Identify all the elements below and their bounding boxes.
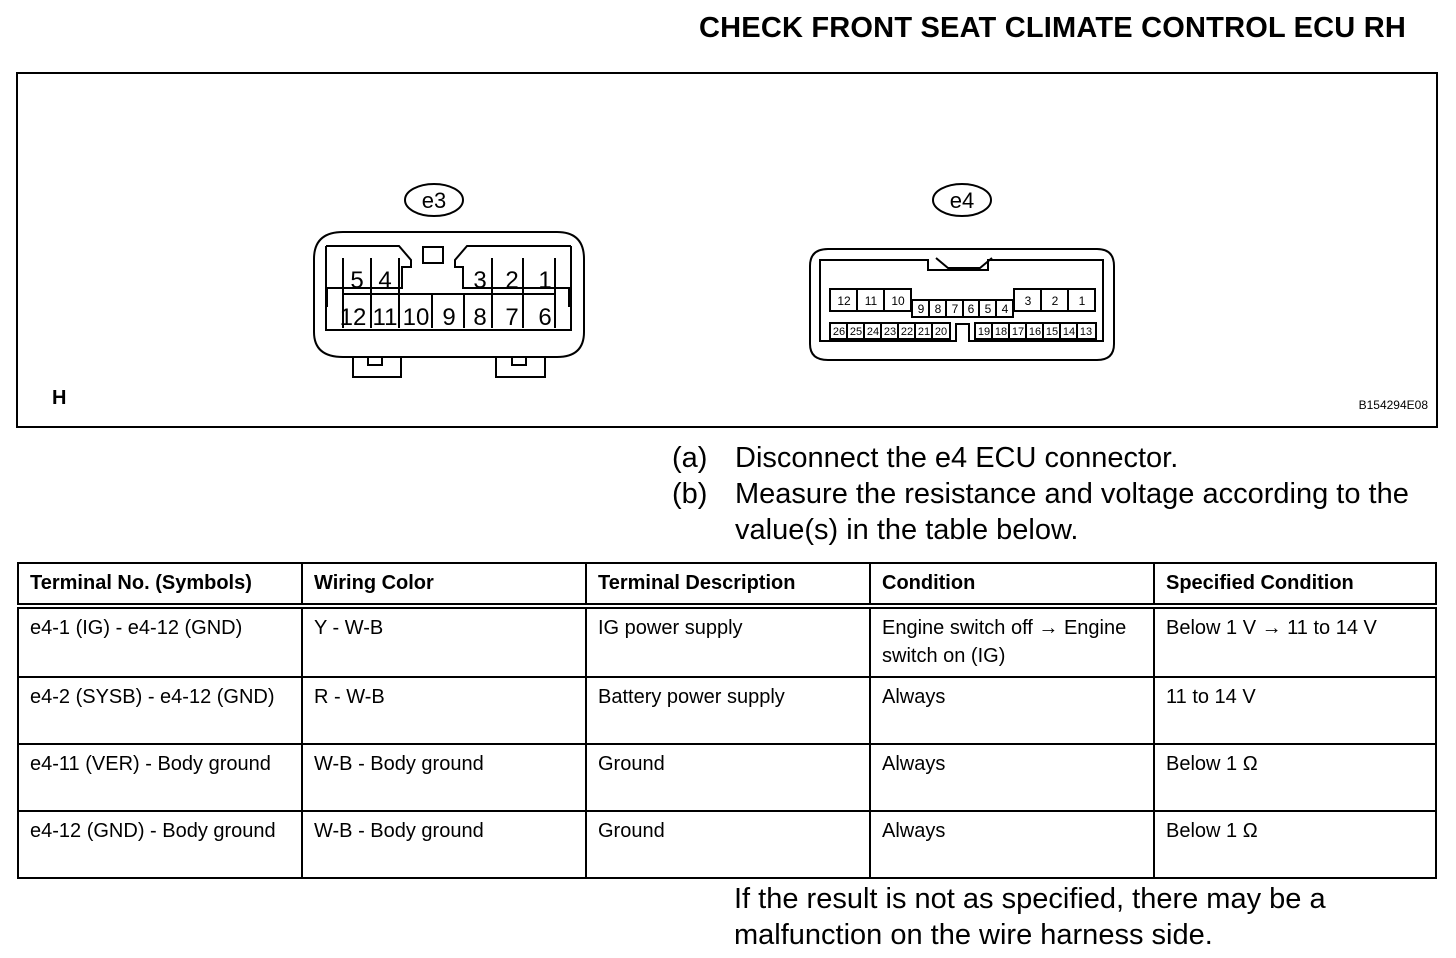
- e4-pin: 9: [917, 302, 925, 316]
- e4-pin: 17: [1011, 326, 1025, 338]
- e4-pin: 6: [967, 302, 975, 316]
- procedure-steps: [672, 440, 1425, 548]
- step-marker: (a): [672, 442, 708, 474]
- table-header-row: [18, 563, 1436, 606]
- cell-specified: Below 1 V → 11 to 14 V: [1154, 606, 1436, 677]
- cell-terminal: e4-12 (GND) - Body ground: [18, 811, 302, 878]
- e4-pin: 16: [1028, 326, 1042, 338]
- cell-specified: Below 1 Ω: [1154, 744, 1436, 811]
- cell-condition: Engine switch off → Engine switch on (IG): [870, 606, 1154, 677]
- table-row: [18, 677, 1436, 744]
- e4-pin: 3: [1024, 294, 1032, 308]
- cell-condition: Always: [870, 811, 1154, 878]
- cell-terminal: e4-2 (SYSB) - e4-12 (GND): [18, 677, 302, 744]
- step-marker: (b): [672, 478, 708, 510]
- e3-pin: 5: [350, 267, 364, 294]
- e4-pin: 7: [951, 302, 959, 316]
- e4-pin: 14: [1062, 326, 1076, 338]
- e4-pin: 15: [1045, 326, 1059, 338]
- cell-wiring-color: R - W-B: [302, 677, 586, 744]
- e4-pin: 10: [891, 294, 905, 308]
- table-row: [18, 606, 1436, 677]
- e3-foot-right: [496, 357, 545, 377]
- e4-pin: 25: [849, 326, 863, 338]
- e4-pin: 21: [917, 326, 931, 338]
- cell-specified: Below 1 Ω: [1154, 811, 1436, 878]
- header-specified-condition: Specified Condition: [1154, 563, 1436, 606]
- e4-pin: 26: [832, 326, 846, 338]
- cell-description: Battery power supply: [586, 677, 870, 744]
- figure-corner-label: H: [52, 387, 67, 409]
- table-row: [18, 811, 1436, 878]
- e3-pin: 3: [473, 267, 487, 294]
- header-condition: Condition: [870, 563, 1154, 606]
- figure-code: B154294E08: [1358, 398, 1428, 412]
- step-b: [672, 476, 1425, 548]
- e4-pin: 24: [866, 326, 880, 338]
- step-text: Measure the resistance and voltage according to the value(s) in the table below.: [735, 478, 1409, 546]
- specification-table: [17, 562, 1437, 879]
- cell-terminal: e4-11 (VER) - Body ground: [18, 744, 302, 811]
- e3-pin: 6: [538, 304, 552, 331]
- e3-pin: 11: [372, 304, 398, 331]
- cell-condition: Always: [870, 744, 1154, 811]
- e3-pin: 7: [505, 304, 519, 331]
- e3-foot-left: [353, 357, 401, 377]
- cell-wiring-color: W-B - Body ground: [302, 811, 586, 878]
- e4-pin: 13: [1079, 326, 1093, 338]
- connector-figure: [16, 72, 1438, 428]
- cell-description: Ground: [586, 744, 870, 811]
- cell-wiring-color: W-B - Body ground: [302, 744, 586, 811]
- header-wiring-color: Wiring Color: [302, 563, 586, 606]
- e4-pin: 19: [977, 326, 991, 338]
- cell-description: IG power supply: [586, 606, 870, 677]
- e4-pin: 1: [1078, 294, 1086, 308]
- cell-condition: Always: [870, 677, 1154, 744]
- step-text: Disconnect the e4 ECU connector.: [735, 442, 1179, 474]
- page-title: CHECK FRONT SEAT CLIMATE CONTROL ECU RH: [698, 12, 1406, 44]
- e3-pin: 4: [378, 267, 392, 294]
- e4-pin: 8: [934, 302, 942, 316]
- cell-specified: 11 to 14 V: [1154, 677, 1436, 744]
- cell-terminal: e4-1 (IG) - e4-12 (GND): [18, 606, 302, 677]
- e3-pin: 8: [473, 304, 487, 331]
- e4-pin: 20: [934, 326, 948, 338]
- e4-pin: 11: [864, 294, 878, 308]
- e3-pin: 9: [442, 304, 456, 331]
- result-note: If the result is not as specified, there may be a malfunction on the wire harness side.: [734, 883, 1326, 951]
- cell-wiring-color: Y - W-B: [302, 606, 586, 677]
- e3-label: e3: [421, 188, 447, 213]
- connector-diagram: [18, 74, 1436, 426]
- e3-pin: 2: [505, 267, 519, 294]
- step-a: [672, 440, 1425, 476]
- e3-pin: 10: [402, 304, 430, 331]
- e4-pin: 18: [994, 326, 1008, 338]
- header-terminal-description: Terminal Description: [586, 563, 870, 606]
- e4-latch: [936, 258, 992, 268]
- e4-pin: 22: [900, 326, 914, 338]
- e4-pin: 12: [837, 294, 851, 308]
- e3-pin: 12: [339, 304, 367, 331]
- e4-pin: 23: [883, 326, 897, 338]
- e4-pin: 4: [1001, 302, 1009, 316]
- e4-pin: 5: [984, 302, 992, 316]
- table-row: [18, 744, 1436, 811]
- e4-pin: 2: [1051, 294, 1059, 308]
- header-terminal: Terminal No. (Symbols): [18, 563, 302, 606]
- e3-pin: 1: [538, 267, 552, 294]
- e3-latch: [423, 247, 443, 263]
- e4-label: e4: [949, 188, 975, 213]
- cell-description: Ground: [586, 811, 870, 878]
